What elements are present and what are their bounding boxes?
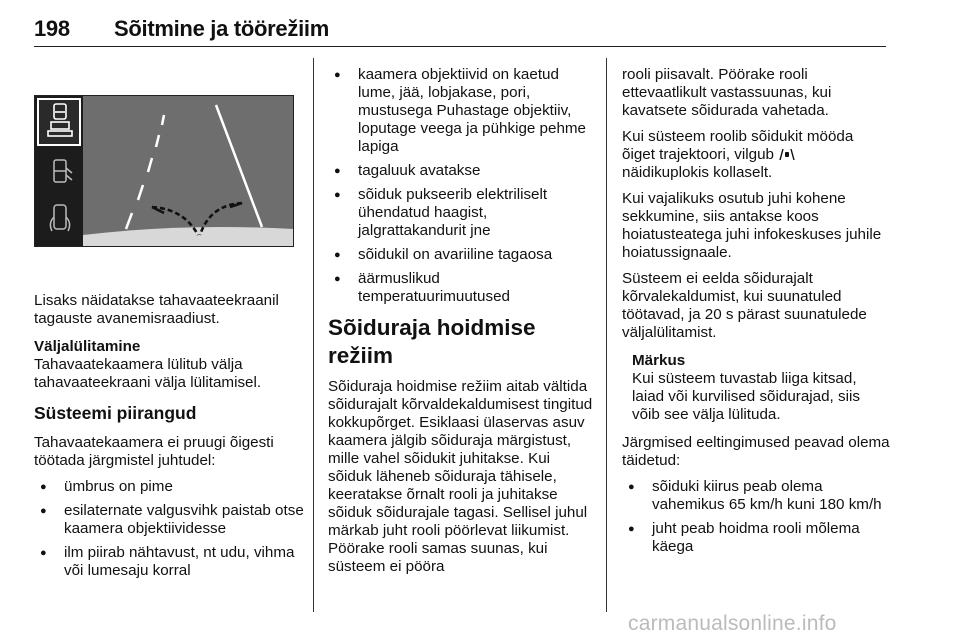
chapter-title: Sõitmine ja töörežiim (114, 16, 329, 41)
paragraph-text: Kui süsteem roolib sõidukit mööda õiget trajektoori, vilgub (622, 128, 854, 163)
column-left (34, 292, 304, 588)
section-title: Sõiduraja hoidmise režiim (328, 315, 536, 368)
list-item: ● sõiduk pukseerib elektriliselt ühendatud haagist, jalgrattakandurit jne (328, 186, 596, 240)
deactivation-paragraph: Tahavaatekaamera lülitub välja tahavaateekraani välja lülitamisel. (34, 356, 262, 391)
rear-camera-display-illustration (34, 95, 294, 247)
list-item: ● esilaternate valgusvihk paistab otse kaamera objektiividesse (34, 502, 304, 538)
section-paragraph: Sõiduraja hoidmise režiim aitab vältida sõidurajalt kõrvaldekaldumisest tingitud kokkupõrget. Esiklaasi ülaservas asuv kaamera jälgib sõiduraja märgistust, mille vahel sõidukit juhitakse. Kui sõiduk läheneb sõiduraja tähisele, keeratakse õrnalt rooli ja juhitakse sõiduk sõidurajale tagasi. Sellisel juhul märkab juht rooli pöörlevat liikumist. Pöörake rooli samas suunas, kui süsteem ei pööra (328, 378, 593, 575)
paragraph: Süsteem ei eelda sõidurajalt kõrvalekaldumist, kui suunatuled töötavad, ja 20 s pärast suunatulede väljalülitamist. (622, 270, 867, 341)
intro-paragraph: Lisaks näidatakse tahavaateekraanil tagauste avanemisraadiust. (34, 292, 279, 327)
paragraph: Kui vajalikuks osutub juhi kohene sekkumine, siis antakse koos hoiatusteatega juhi infokeskuses juhile hoiatussignaale. (622, 190, 882, 261)
note-box (622, 352, 890, 424)
column-divider (606, 58, 607, 612)
column-divider (313, 58, 314, 612)
list-item: ● kaamera objektiivid on kaetud lume, jää, lobjakase, pori, mustusega Puhastage objektiiv, loputage veega ja pühkige pehme lapiga (328, 66, 596, 156)
watermark: carmanualsonline.info (628, 612, 837, 635)
list-item: ● sõiduki kiirus peab olema vahemikus 65 km/h kuni 180 km/h (622, 478, 890, 514)
column-right (622, 66, 890, 564)
limits-paragraph: Tahavaatekaamera ei pruugi õigesti töötada järgmistel juhtudel: (34, 434, 274, 469)
paragraph (622, 128, 890, 182)
list-item: ● äärmuslikud temperatuurimuutused (328, 270, 596, 306)
page-number: 198 (34, 16, 70, 41)
note-heading: Märkus (632, 352, 686, 369)
page-header (34, 10, 886, 47)
column-middle (328, 66, 596, 576)
lane-keep-assist-icon (778, 147, 796, 161)
list-item: ● tagaluuk avatakse (328, 162, 596, 180)
list-item: ● ilm piirab nähtavust, nt udu, vihma või lumesaju korral (34, 544, 304, 580)
conditions-paragraph: Järgmised eeltingimused peavad olema täidetud: (622, 434, 890, 469)
limits-heading: Süsteemi piirangud (34, 403, 197, 423)
limits-list-continued (328, 66, 596, 306)
paragraph: rooli piisavalt. Pöörake rooli ettevaatlikult vastassuunas, kui kavatsete sõidurada vahetada. (622, 66, 832, 119)
list-item: ● sõidukil on avariiline tagaosa (328, 246, 596, 264)
list-item: ● ümbrus on pime (34, 478, 304, 496)
paragraph-text: näidikuplokis kollaselt. (622, 164, 773, 181)
note-text: Kui süsteem tuvastab liiga kitsad, laiad või kurvilised sõidurajad, siis võib see välja lülituda. (632, 370, 860, 423)
deactivation-heading: Väljalülitamine (34, 338, 141, 355)
conditions-list (622, 478, 890, 556)
list-item: ● juht peab hoidma rooli mõlema käega (622, 520, 890, 556)
limits-list (34, 478, 304, 580)
